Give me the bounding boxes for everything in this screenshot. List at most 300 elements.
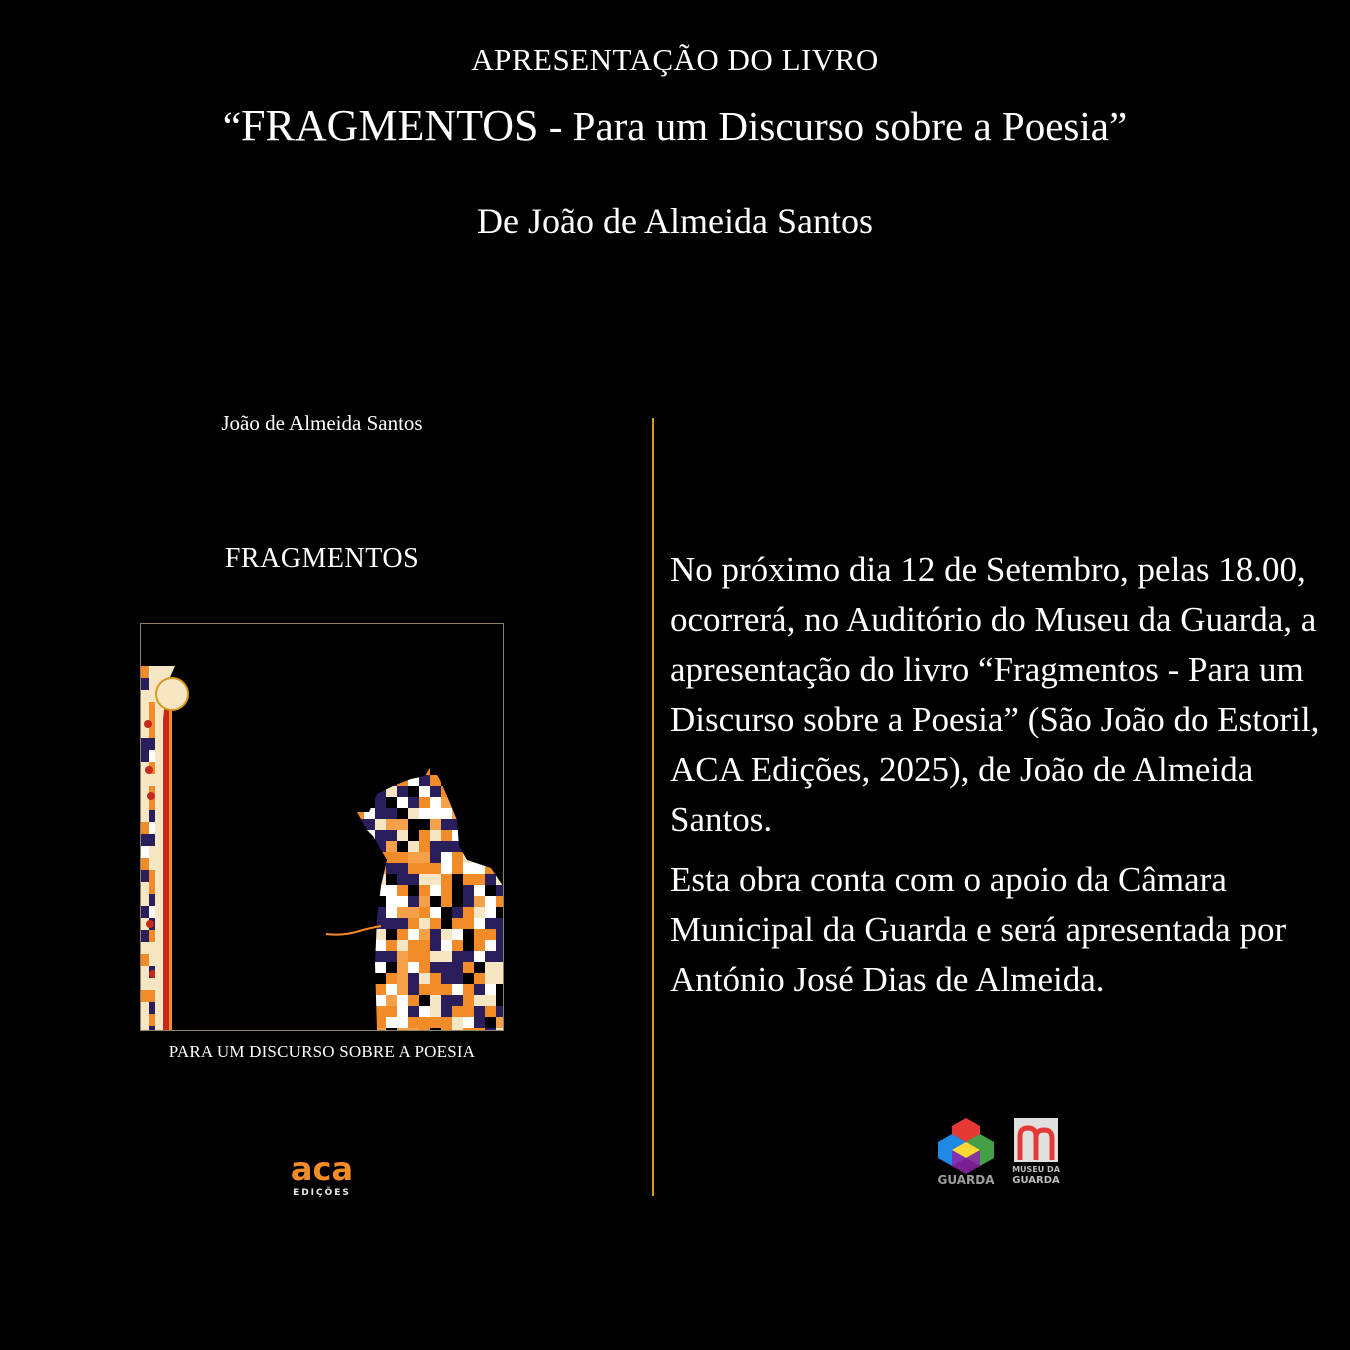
- mosaic-tile: [353, 841, 364, 852]
- mosaic-tile: [496, 830, 503, 841]
- mosaic-tile: [419, 1028, 430, 1030]
- mosaic-tile: [485, 984, 496, 995]
- paragraph-event: No próximo dia 12 de Setembro, pelas 18.00, ocorrerá, no Auditório do Museu da Guarda, a apresentação do livro “Fragmentos - Para um Discurso sobre a Poesia” (São João do Estoril, ACA Edições, 2025), de João de Almeida Santos.: [670, 550, 1320, 839]
- mosaic-tile: [452, 929, 463, 940]
- mosaic-tile: [397, 775, 408, 786]
- mosaic-tile: [408, 951, 419, 962]
- mosaic-tile: [364, 885, 375, 896]
- mosaic-tile: [408, 929, 419, 940]
- mosaic-tile: [353, 885, 364, 896]
- mosaic-tile: [452, 863, 463, 874]
- mosaic-tile: [386, 951, 397, 962]
- mosaic-tile: [496, 874, 503, 885]
- mosaic-tile: [408, 885, 419, 896]
- mosaic-tile: [430, 808, 441, 819]
- museu-logo-line2: GUARDA: [1012, 1175, 1060, 1186]
- mosaic-tile: [364, 775, 375, 786]
- mosaic-tile: [452, 973, 463, 984]
- mosaic-tile: [474, 775, 485, 786]
- mosaic-tile: [441, 951, 452, 962]
- mosaic-tile: [408, 918, 419, 929]
- mosaic-tile: [430, 819, 441, 830]
- mosaic-tile: [375, 1028, 386, 1030]
- guarda-logo-text: GUARDA: [937, 1173, 995, 1187]
- mosaic-tile: [474, 1006, 485, 1017]
- mosaic-tile: [408, 797, 419, 808]
- mosaic-tile: [353, 1028, 364, 1030]
- mosaic-tile: [386, 885, 397, 896]
- column-dot: [146, 920, 154, 928]
- mosaic-tile: [397, 885, 408, 896]
- mosaic-tile: [353, 852, 364, 863]
- mosaic-tile: [419, 984, 430, 995]
- mosaic-tile: [441, 1017, 452, 1028]
- mosaic-tile: [419, 973, 430, 984]
- column-tile: [141, 882, 149, 894]
- mosaic-tile: [463, 775, 474, 786]
- cat-mosaic: [353, 764, 503, 1030]
- mosaic-tile: [496, 797, 503, 808]
- mosaic-tile: [408, 1017, 419, 1028]
- mosaic-tile: [474, 819, 485, 830]
- mosaic-tile: [474, 907, 485, 918]
- mosaic-tile: [441, 841, 452, 852]
- mosaic-tile: [441, 786, 452, 797]
- mosaic-tile: [419, 874, 430, 885]
- mosaic-tile: [408, 907, 419, 918]
- mosaic-tile: [375, 995, 386, 1006]
- event-kicker: APRESENTAÇÃO DO LIVRO: [471, 42, 879, 77]
- mosaic-tile: [386, 830, 397, 841]
- cover-title: FRAGMENTOS: [224, 543, 420, 574]
- mosaic-tile: [419, 1006, 430, 1017]
- mosaic-tile: [463, 995, 474, 1006]
- mosaic-tile: [397, 962, 408, 973]
- mosaic-tile: [496, 907, 503, 918]
- mosaic-tile: [386, 797, 397, 808]
- mosaic-tile: [485, 929, 496, 940]
- mosaic-tile: [463, 951, 474, 962]
- mosaic-tile: [474, 786, 485, 797]
- mosaic-tile: [430, 907, 441, 918]
- mosaic-tile: [397, 1006, 408, 1017]
- mosaic-tile: [364, 819, 375, 830]
- mosaic-tile: [463, 918, 474, 929]
- mosaic-tile: [375, 907, 386, 918]
- mosaic-tile: [441, 929, 452, 940]
- mosaic-tile: [430, 1006, 441, 1017]
- mosaic-tile: [419, 819, 430, 830]
- mosaic-tile: [485, 1017, 496, 1028]
- mosaic-tile: [375, 1017, 386, 1028]
- mosaic-tile: [364, 830, 375, 841]
- mosaic-tile: [430, 885, 441, 896]
- mosaic-tile: [474, 764, 485, 775]
- mosaic-tile: [408, 973, 419, 984]
- mosaic-tile: [397, 896, 408, 907]
- mosaic-tile: [485, 786, 496, 797]
- mosaic-tile: [485, 764, 496, 775]
- title-open-quote: “: [222, 103, 242, 149]
- mosaic-tile: [375, 984, 386, 995]
- mosaic-tile: [419, 1017, 430, 1028]
- column-ball: [156, 678, 188, 710]
- mosaic-tile: [430, 940, 441, 951]
- mosaic-tile: [408, 874, 419, 885]
- mosaic-tile: [419, 797, 430, 808]
- mosaic-tile: [364, 1028, 375, 1030]
- mosaic-tile: [463, 1028, 474, 1030]
- mosaic-tile: [474, 852, 485, 863]
- mosaic-tile: [419, 907, 430, 918]
- mosaic-tile: [353, 775, 364, 786]
- mosaic-tile: [496, 918, 503, 929]
- mosaic-tile: [430, 775, 441, 786]
- column-dot: [147, 792, 155, 800]
- mosaic-tile: [485, 863, 496, 874]
- mosaic-tile: [496, 896, 503, 907]
- mosaic-tile: [485, 1006, 496, 1017]
- mosaic-tile: [485, 830, 496, 841]
- mosaic-tile: [441, 775, 452, 786]
- mosaic-tile: [430, 841, 441, 852]
- mosaic-tile: [364, 929, 375, 940]
- column-tile: [141, 990, 149, 1002]
- mosaic-tile: [441, 907, 452, 918]
- aca-edicoes-logo: [288, 1150, 356, 1200]
- mosaic-tile: [441, 918, 452, 929]
- mosaic-tile: [397, 863, 408, 874]
- mosaic-tile: [386, 852, 397, 863]
- mosaic-tile: [353, 984, 364, 995]
- mosaic-tile: [364, 786, 375, 797]
- mosaic-tile: [397, 907, 408, 918]
- mosaic-tile: [419, 951, 430, 962]
- mosaic-tile: [496, 962, 503, 973]
- mosaic-tile: [485, 896, 496, 907]
- mosaic-tile: [463, 797, 474, 808]
- mosaic-tile: [408, 896, 419, 907]
- mosaic-tile: [419, 918, 430, 929]
- mosaic-tile: [452, 797, 463, 808]
- column-tile: [141, 1026, 149, 1030]
- mosaic-tile: [364, 907, 375, 918]
- mosaic-tile: [452, 764, 463, 775]
- mosaic-tile: [397, 830, 408, 841]
- mosaic-tile: [386, 973, 397, 984]
- mosaic-tile: [474, 797, 485, 808]
- mosaic-tile: [430, 1028, 441, 1030]
- mosaic-tile: [397, 918, 408, 929]
- mosaic-tile: [485, 874, 496, 885]
- mosaic-tile: [419, 896, 430, 907]
- mosaic-tile: [463, 830, 474, 841]
- mosaic-tile: [430, 764, 441, 775]
- mosaic-tile: [353, 1006, 364, 1017]
- mosaic-tile: [408, 841, 419, 852]
- mosaic-tile: [375, 775, 386, 786]
- mosaic-tile: [452, 808, 463, 819]
- mosaic-tile: [441, 874, 452, 885]
- column-tile: [141, 1014, 149, 1026]
- book-title: [0, 100, 1350, 151]
- column-tile: [141, 846, 149, 858]
- mosaic-tile: [441, 863, 452, 874]
- mosaic-tile: [419, 764, 430, 775]
- mosaic-tile: [474, 808, 485, 819]
- column-mosaic: [141, 666, 157, 1030]
- mosaic-tile: [397, 995, 408, 1006]
- mosaic-tile: [386, 940, 397, 951]
- mosaic-tile: [441, 973, 452, 984]
- mosaic-tile: [408, 984, 419, 995]
- mosaic-tile: [375, 973, 386, 984]
- mosaic-tile: [463, 819, 474, 830]
- mosaic-tile: [364, 764, 375, 775]
- mosaic-tile: [452, 918, 463, 929]
- mosaic-tile: [430, 929, 441, 940]
- mosaic-tile: [430, 874, 441, 885]
- mosaic-tile: [463, 874, 474, 885]
- mosaic-tile: [386, 1006, 397, 1017]
- mosaic-tile: [364, 797, 375, 808]
- mosaic-tile: [353, 995, 364, 1006]
- mosaic-tile: [463, 907, 474, 918]
- title-rest: - Para um Discurso sobre a Poesia: [538, 103, 1109, 149]
- mosaic-tile: [485, 973, 496, 984]
- museu-logo-line1: MUSEU DA: [1012, 1165, 1060, 1174]
- column-tile: [141, 870, 149, 882]
- mosaic-tile: [474, 863, 485, 874]
- mosaic-tile: [430, 830, 441, 841]
- column-dot: [144, 720, 152, 728]
- guarda-logo: [932, 1116, 1000, 1188]
- mosaic-tile: [419, 775, 430, 786]
- mosaic-tile: [452, 874, 463, 885]
- mosaic-tile: [430, 973, 441, 984]
- column-tile: [141, 1002, 149, 1014]
- mosaic-tile: [485, 951, 496, 962]
- column-stripe: [163, 704, 169, 1030]
- mosaic-tile: [496, 786, 503, 797]
- mosaic-tile: [397, 973, 408, 984]
- column-tile: [141, 690, 149, 702]
- mosaic-tile: [463, 1017, 474, 1028]
- mosaic-tile: [386, 819, 397, 830]
- mosaic-tile: [386, 995, 397, 1006]
- mosaic-tile: [386, 918, 397, 929]
- column-tile: [141, 858, 149, 870]
- mosaic-tile: [430, 786, 441, 797]
- mosaic-tile: [386, 841, 397, 852]
- mosaic-tile: [397, 874, 408, 885]
- mosaic-tile: [353, 896, 364, 907]
- mosaic-tile: [353, 830, 364, 841]
- mosaic-tile: [463, 896, 474, 907]
- mosaic-tile: [496, 863, 503, 874]
- mosaic-tile: [353, 918, 364, 929]
- mosaic-tile: [485, 819, 496, 830]
- mosaic-tile: [452, 819, 463, 830]
- column-tile: [141, 750, 149, 762]
- mosaic-tile: [430, 896, 441, 907]
- mosaic-tile: [364, 852, 375, 863]
- mosaic-tile: [386, 786, 397, 797]
- mosaic-tile: [496, 764, 503, 775]
- mosaic-tile: [463, 863, 474, 874]
- mosaic-tile: [441, 995, 452, 1006]
- mosaic-tile: [496, 973, 503, 984]
- title-main: FRAGMENTOS: [241, 101, 539, 150]
- mosaic-tile: [474, 918, 485, 929]
- mosaic-tile: [485, 962, 496, 973]
- mosaic-tile: [496, 951, 503, 962]
- mosaic-tile: [496, 995, 503, 1006]
- mosaic-tile: [485, 995, 496, 1006]
- mosaic-tile: [408, 808, 419, 819]
- mosaic-tile: [397, 797, 408, 808]
- column-tile: [141, 810, 149, 822]
- mosaic-tile: [353, 973, 364, 984]
- mosaic-tile: [430, 1017, 441, 1028]
- mosaic-tile: [474, 874, 485, 885]
- mosaic-tile: [441, 885, 452, 896]
- column-tile: [141, 906, 149, 918]
- mosaic-tile: [496, 775, 503, 786]
- cover-subtitle: PARA UM DISCURSO SOBRE A POESIA: [168, 1042, 476, 1061]
- mosaic-tile: [353, 764, 364, 775]
- column-dot: [145, 766, 153, 774]
- mosaic-tile: [463, 786, 474, 797]
- mosaic-tile: [430, 852, 441, 863]
- mosaic-tile: [496, 885, 503, 896]
- mosaic-tile: [364, 1017, 375, 1028]
- column-tile: [141, 978, 149, 990]
- mosaic-tile: [485, 907, 496, 918]
- mosaic-tile: [496, 1006, 503, 1017]
- mosaic-tile: [463, 808, 474, 819]
- mosaic-tile: [386, 863, 397, 874]
- mosaic-tile: [408, 830, 419, 841]
- mosaic-tile: [386, 1017, 397, 1028]
- mosaic-tile: [485, 808, 496, 819]
- mosaic-tile: [364, 951, 375, 962]
- mosaic-tile: [408, 764, 419, 775]
- mosaic-tile: [408, 786, 419, 797]
- mosaic-tile: [419, 808, 430, 819]
- mosaic-tile: [364, 1006, 375, 1017]
- mosaic-tile: [463, 984, 474, 995]
- mosaic-tile: [430, 797, 441, 808]
- cover-artwork: [140, 623, 504, 1031]
- mosaic-tile: [386, 874, 397, 885]
- mosaic-tile: [485, 885, 496, 896]
- mosaic-tile: [474, 984, 485, 995]
- mosaic-tile: [386, 907, 397, 918]
- mosaic-tile: [375, 808, 386, 819]
- mosaic-tile: [474, 973, 485, 984]
- mosaic-tile: [397, 808, 408, 819]
- column-tile: [141, 798, 149, 810]
- mosaic-tile: [452, 885, 463, 896]
- mosaic-tile: [441, 940, 452, 951]
- mosaic-tile: [496, 808, 503, 819]
- mosaic-tile: [397, 764, 408, 775]
- mosaic-tile: [463, 885, 474, 896]
- mosaic-tile: [463, 1006, 474, 1017]
- mosaic-tile: [375, 1006, 386, 1017]
- column-tile: [141, 666, 149, 678]
- mosaic-tile: [375, 929, 386, 940]
- mosaic-tile: [397, 786, 408, 797]
- mosaic-tile: [419, 786, 430, 797]
- mosaic-tile: [353, 907, 364, 918]
- mosaic-tile: [375, 863, 386, 874]
- mosaic-tile: [353, 1017, 364, 1028]
- mosaic-tile: [496, 841, 503, 852]
- mosaic-tile: [463, 764, 474, 775]
- mosaic-tile: [474, 885, 485, 896]
- mosaic-tile: [452, 951, 463, 962]
- mosaic-tile: [397, 819, 408, 830]
- mosaic-tile: [408, 1028, 419, 1030]
- column-tile: [141, 966, 149, 978]
- mosaic-tile: [485, 841, 496, 852]
- mosaic-tile: [474, 841, 485, 852]
- mosaic-tile: [430, 863, 441, 874]
- mosaic-tile: [364, 940, 375, 951]
- mosaic-tile: [375, 852, 386, 863]
- mosaic-tile: [364, 896, 375, 907]
- column-stripe-2: [169, 704, 172, 1030]
- mosaic-tile: [353, 962, 364, 973]
- mosaic-tile: [397, 951, 408, 962]
- mosaic-tile: [430, 984, 441, 995]
- mosaic-tile: [496, 1017, 503, 1028]
- mosaic-tile: [397, 984, 408, 995]
- mosaic-tile: [419, 863, 430, 874]
- mosaic-tile: [463, 841, 474, 852]
- vertical-divider: [652, 418, 654, 1196]
- mosaic-tile: [375, 874, 386, 885]
- mosaic-tile: [474, 830, 485, 841]
- mosaic-tile: [485, 940, 496, 951]
- mosaic-tile: [386, 896, 397, 907]
- mosaic-tile: [353, 797, 364, 808]
- mosaic-tile: [419, 852, 430, 863]
- mosaic-tile: [452, 775, 463, 786]
- mosaic-tile: [397, 940, 408, 951]
- mosaic-tile: [441, 852, 452, 863]
- mosaic-tile: [441, 797, 452, 808]
- mosaic-tile: [419, 885, 430, 896]
- mosaic-tile: [452, 984, 463, 995]
- mosaic-tile: [496, 984, 503, 995]
- mosaic-tile: [452, 1028, 463, 1030]
- mosaic-tile: [375, 940, 386, 951]
- announcement-text: [670, 545, 1340, 1015]
- mosaic-tile: [463, 973, 474, 984]
- mosaic-tile: [375, 896, 386, 907]
- mosaic-tile: [485, 1028, 496, 1030]
- mosaic-tile: [474, 1017, 485, 1028]
- mosaic-tile: [441, 764, 452, 775]
- mosaic-tile: [375, 786, 386, 797]
- mosaic-tile: [452, 830, 463, 841]
- mosaic-tile: [452, 940, 463, 951]
- column-tile: [141, 738, 149, 750]
- mosaic-tile: [419, 995, 430, 1006]
